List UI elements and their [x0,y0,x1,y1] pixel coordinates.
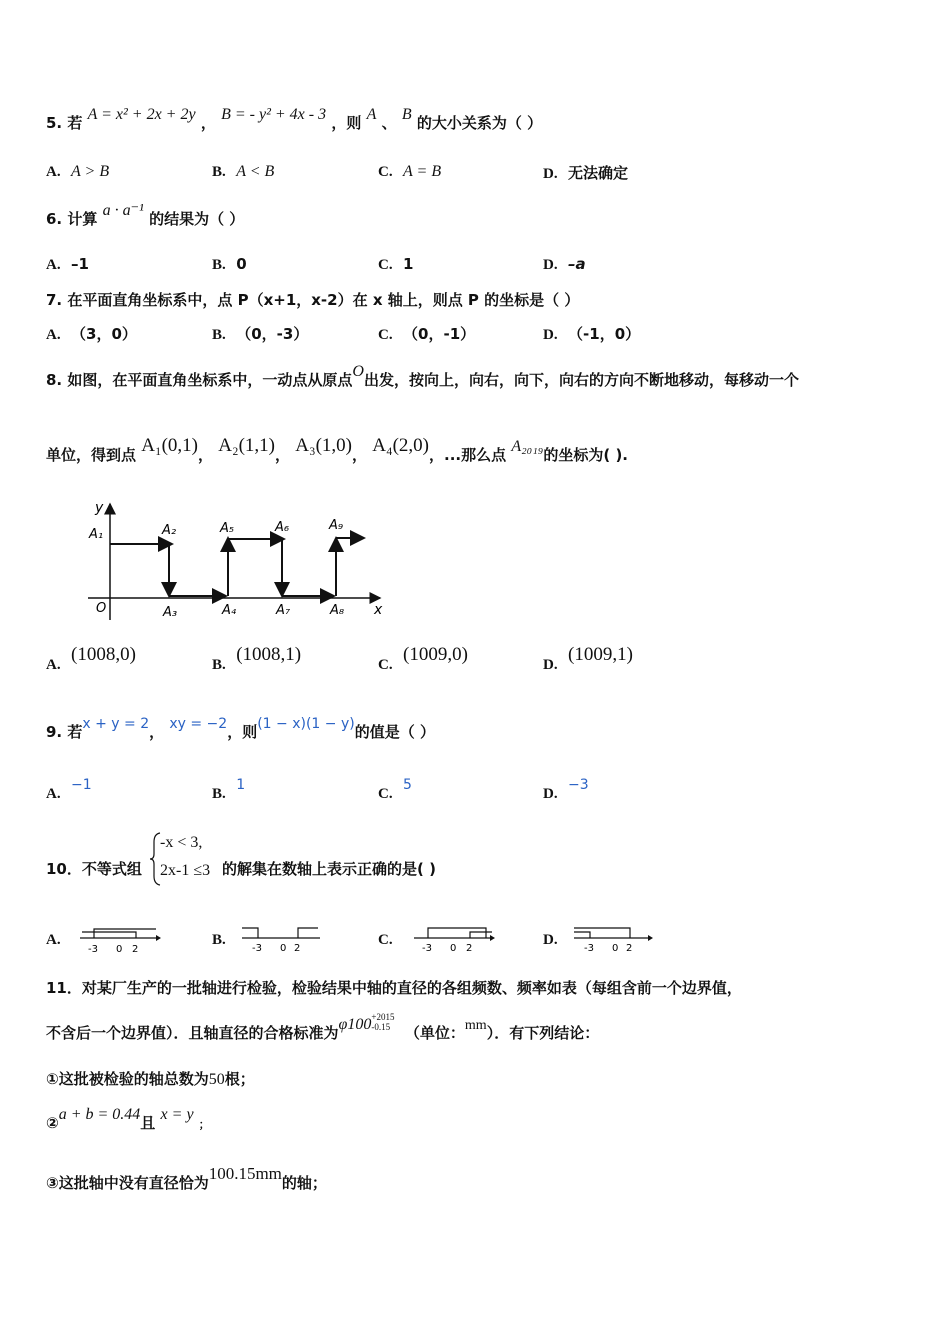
q5-sep: ， [200,114,216,132]
q9-option-d[interactable] [543,777,589,803]
label-a9: A₉ [329,518,344,533]
q7-option-d[interactable] [543,323,640,344]
option-text: (1008,1) [236,644,302,665]
q11-line2-pre: 不含后一个边界值）．且轴直径的合格标准为 [46,1024,339,1042]
q8-line1-post: 出发，按向上，向右，向下，向右的方向不断地移动，每移动一个 [363,371,799,389]
q8-line1 [46,363,799,390]
q11-conclusion-2 [46,1106,210,1133]
q9-option-c[interactable] [378,777,412,803]
option-text: 0 [236,255,247,273]
option-label: C. [378,257,393,273]
q9-tail: 的值是（ ） [354,723,435,741]
option-label: D. [543,657,558,673]
option-label: C. [378,657,393,673]
tick-label: 2 [132,944,139,955]
q6-stem: 6. 计算 [46,210,98,228]
q10-number-line-d[interactable] [572,920,656,956]
option-label: C. [378,164,393,180]
option-label: C. [378,786,393,802]
q8-option-c[interactable] [378,644,468,675]
option-label: A. [46,257,61,273]
q11-c2-expr2: x = y [160,1106,194,1123]
option-text: –a [568,255,586,273]
q10-ineq1: -x < 3, [160,834,203,851]
q10-tail: 的解集在数轴上表示正确的是( ) [222,860,436,878]
option-text: （3，0） [71,325,137,343]
q5-expr-a: A = x² + 2x + 2y [87,106,196,123]
q11-c2-and: 且 [140,1114,156,1132]
q9-stem-line [46,716,435,742]
q11-std-tolerance [371,1012,394,1032]
q8-option-d[interactable] [543,644,633,675]
tick-label: 0 [612,943,619,954]
q8-line2-pre: 单位，得到点 [46,446,137,464]
q11-line2-post: ）．有下列结论： [486,1024,600,1042]
q10-number-line-c[interactable] [412,920,496,956]
q8-comma: ， [198,446,214,464]
q11-line2 [46,1011,600,1044]
q5-option-b[interactable] [212,162,274,181]
q11-c3-val: 100.15mm [208,1164,282,1183]
option-text: （-1，0） [568,325,641,343]
option-label: D. [543,166,558,182]
option-label: B. [212,257,226,273]
origin-label: O [96,601,107,616]
q11-conclusion-1 [46,1068,255,1089]
tick-label: -3 [422,943,432,954]
q5-option-c[interactable] [378,162,441,181]
q8-point-a3: A₃(1,0) [295,435,352,456]
option-label: A. [46,786,61,802]
q6-option-b[interactable] [212,255,247,274]
q9-cond1: x + y = 2 [82,716,150,732]
q8-option-a[interactable] [46,644,136,675]
q10-option-c[interactable] [378,930,393,949]
option-label: B. [212,932,226,948]
option-text: A > B [71,163,110,180]
q10-number-line-b[interactable] [240,920,324,956]
option-label: D. [543,932,558,948]
q11-c3-post: 的轴； [281,1174,327,1192]
label-a1: A₁ [89,527,104,542]
q11-c1-num: 50 [208,1071,225,1088]
q11-c2-end: ； [198,1118,210,1131]
tick-label: 0 [450,943,457,954]
q11-c2-mark: ② [46,1114,59,1132]
q9-stem: 9. 若 [46,723,83,741]
q8-figure [80,496,390,624]
q9-cond2: xy = −2 [169,716,228,732]
q8-line1-pre: 8. 如图，在平面直角坐标系中，一动点从原点 [46,371,353,389]
q10-option-b[interactable] [212,930,226,949]
q8-line2-post: 的坐标为( ). [543,446,629,464]
option-label: D. [543,327,558,343]
q11-std-up: +2015 [371,1011,395,1022]
tick-label: -3 [252,943,262,954]
q11-c1-post: 根； [224,1070,255,1088]
label-a4: A₄ [222,603,237,618]
q5-option-d[interactable] [543,162,628,183]
option-label: A. [46,932,61,948]
q5-tail: 的大小关系为（ ） [416,114,543,132]
option-label: B. [212,657,226,673]
q10-number-line-a[interactable] [78,922,162,956]
option-text: (1008,0) [71,644,136,665]
q9-mid: ，则 [227,723,258,741]
option-text: −1 [71,777,92,793]
q8-option-b[interactable] [212,644,302,675]
option-text: （0，-3） [236,325,309,343]
q8-line2-mid: ，...那么点 [429,446,507,464]
q10-option-d[interactable] [543,930,558,949]
q6-option-d[interactable] [543,255,586,274]
q6-stem-line [46,202,245,229]
option-label: B. [212,327,226,343]
q10-option-a[interactable] [46,930,61,949]
q11-c3-pre: ③这批轴中没有直径恰为 [46,1174,209,1192]
q7-option-a[interactable] [46,323,137,344]
q5-expr-b: B = - y² + 4x - 3 [221,106,327,123]
q5-var-b: B [401,106,412,123]
option-text: (1009,1) [568,644,633,665]
option-label: B. [212,786,226,802]
q9-expr: (1 − x)(1 − y) [257,716,355,732]
option-label: A. [46,327,61,343]
q5-mid: ，则 [331,114,362,132]
q7-option-c[interactable] [378,323,475,344]
option-label: A. [46,164,61,180]
label-a7: A₇ [276,603,291,618]
option-label: C. [378,932,393,948]
tick-label: 2 [294,943,301,954]
label-a5: A₅ [220,521,235,536]
q9-option-b[interactable] [212,777,246,803]
q9-option-a[interactable] [46,777,92,803]
q5-dun: 、 [381,114,397,132]
tick-label: -3 [584,943,594,954]
option-text: −3 [568,777,589,793]
option-text: (1009,0) [403,644,468,665]
label-a2: A₂ [162,523,177,538]
q11-unit: mm [464,1018,487,1033]
option-label: B. [212,164,226,180]
q8-point-a2: A₂(1,1) [218,435,275,456]
q8-origin: O [352,363,364,380]
tick-label: 0 [280,943,287,954]
label-a6: A₆ [275,520,290,535]
q5-stem: 5. 若 [46,114,83,132]
q11-conclusion-3 [46,1164,327,1193]
q8-comma: ， [352,446,368,464]
tick-label: -3 [88,944,98,955]
option-label: D. [543,257,558,273]
option-text: A = B [403,163,442,180]
q8-target: A₂₀₁₉ [511,438,544,455]
q5-option-a[interactable] [46,162,109,181]
tick-label: 2 [466,943,473,954]
tick-label: 2 [626,943,633,954]
label-a8: A₈ [330,603,345,618]
option-label: C. [378,327,393,343]
q7-option-b[interactable] [212,323,308,344]
q10-ineq2: 2x-1 ≤3 [160,862,211,879]
q6-option-a[interactable] [46,255,89,274]
q8-point-a1: A₁(0,1) [141,435,198,456]
option-text: –1 [71,255,89,273]
q11-line2-mid: （单位： [404,1024,465,1042]
option-text: （0，-1） [403,325,476,343]
q11-line1: 11．对某厂生产的一批轴进行检验，检验结果中轴的直径的各组频数、频率如表（每组含前一个边界值， [46,979,742,997]
q10-stem: 10．不等式组 [46,860,142,878]
q11-c1-pre: ①这批被检验的轴总数为 [46,1070,209,1088]
q6-option-c[interactable] [378,255,413,274]
q8-comma: ， [275,446,291,464]
q8-line2 [46,435,629,466]
q11-std-down: -0.15 [371,1021,391,1032]
option-label: A. [46,657,61,673]
q9-sep: ， [149,723,165,741]
q5-stem-line [46,106,543,133]
option-text: 1 [236,777,246,793]
q8-point-a4: A₄(2,0) [372,435,429,456]
q11-std-base: φ100 [338,1016,372,1033]
option-text: 无法确定 [568,164,629,182]
q5-var-a: A [366,106,377,123]
option-text: 1 [403,255,414,273]
tick-label: 0 [116,944,123,955]
y-axis-label: y [95,500,104,516]
q11-c2-expr1: a + b = 0.44 [58,1106,141,1123]
option-text: 5 [403,777,412,793]
option-label: D. [543,786,558,802]
q7-stem: 7. 在平面直角坐标系中，点 P（x+1，x-2）在 x 轴上，则点 P 的坐标是（ ） [46,291,580,309]
option-text: A < B [236,163,275,180]
x-axis-label: x [374,602,383,618]
q6-expr: a · a⁻¹ [102,202,144,219]
q6-tail: 的结果为（ ） [149,210,245,228]
label-a3: A₃ [163,605,178,620]
